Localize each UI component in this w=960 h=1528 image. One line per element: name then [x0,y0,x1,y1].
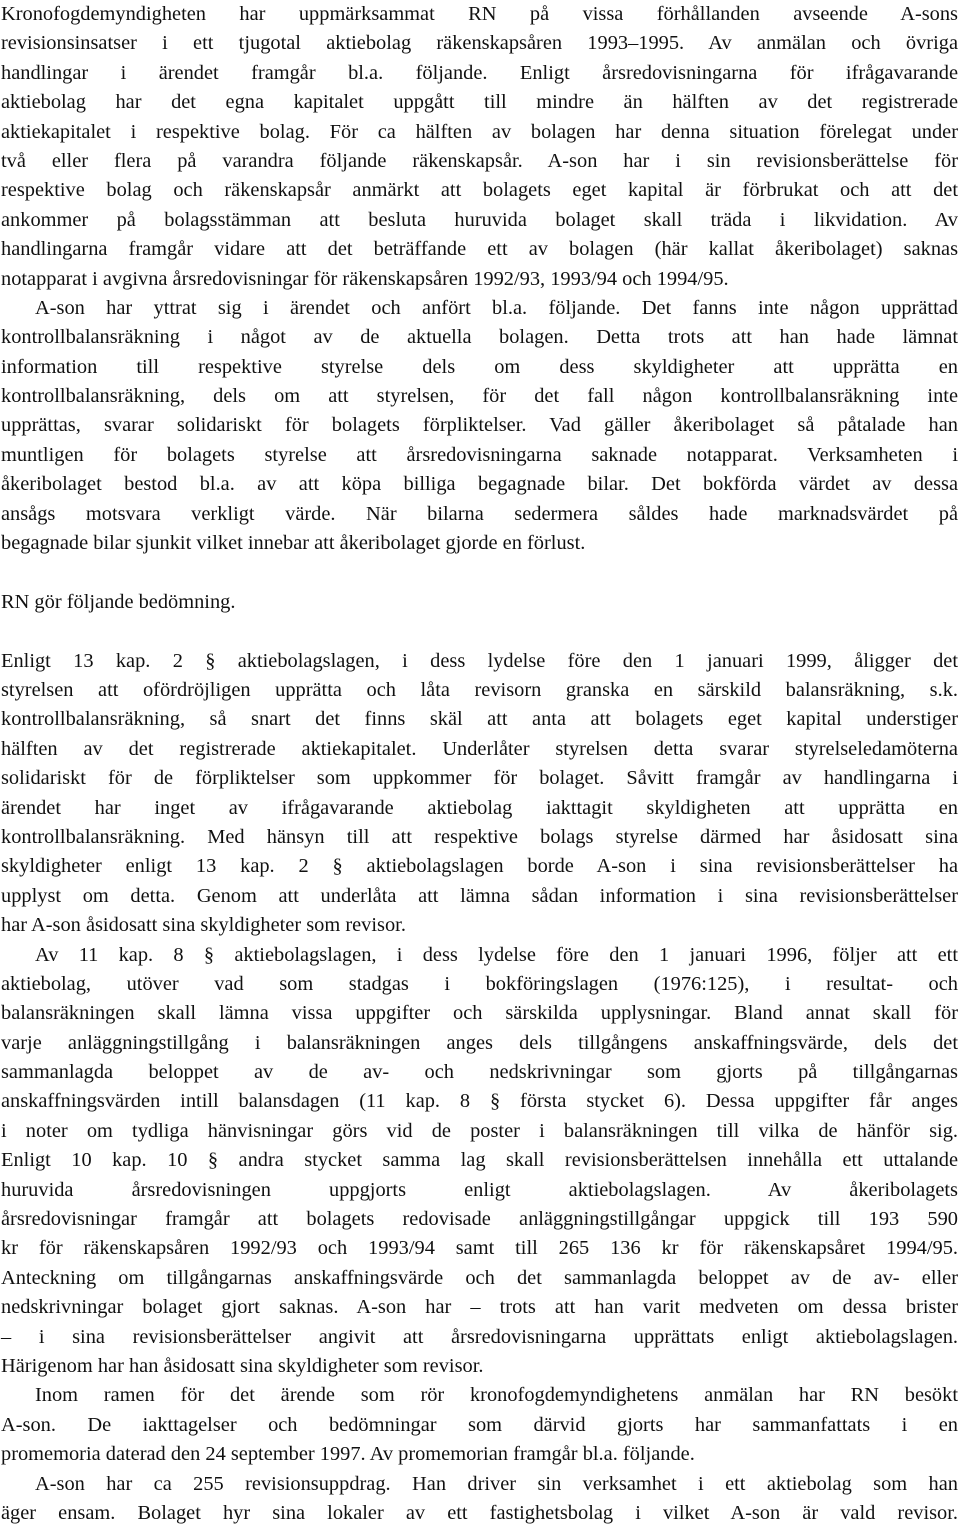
paragraph-gap [1,558,958,587]
text-line: har A-son åsidosatt sina skyldigheter som revisor. [1,914,406,937]
text-line: balansräkningen skall lämna vissa uppgifter och särskilda upplysningar. Bland annat skall för [1,1002,958,1025]
text-line: muntligen för bolagets styrelse att årsredovisningarna saknade notapparat. Verksamheten i [1,443,958,466]
text-line: upplyst om detta. Genom att underlåta att lämna sådan information i sina revisionsberättelser [1,884,958,907]
text-line: ansågs motsvara verkligt värde. När bilarna sedermera såldes hade marknadsvärdet på [1,502,958,525]
text-line: två eller flera på varandra följande räkenskapsår. A-son har i sin revisionsberättelse för [1,149,958,172]
text-line: äger ensam. Bolaget hyr sina lokaler av ett fastighetsbolag i vilket A-son är vald revisor. [1,1501,958,1524]
text-line: anskaffningsvärden intill balansdagen (11 kap. 8 § första stycket 6). Dessa uppgifter får anges [1,1090,958,1113]
paragraph-block-assessment [1,647,958,1528]
text-line: A-son har ca 255 revisionsuppdrag. Han driver sin verksamhet i ett aktiebolag som han [35,1472,958,1495]
paragraph-gap [1,617,958,646]
text-line: hälften av det registrerade aktiekapitalet. Underlåter styrelsen detta svarar styrelseledamöterna [1,737,958,760]
text-line: handlingarna framgår vidare att det beträffande ett av bolagen (här kallat åkeribolaget) saknas [1,238,958,261]
text-line: nedskrivningar bolaget gjort saknas. A-son har – trots att han varit medveten om dessa brister [1,1296,958,1319]
text-line: kontrollbalansräkning, dels om att styrelsen, för det fall någon kontrollbalansräkning inte [1,385,958,408]
text-line: A-son. De iakttagelser och bedömningar som därvid gjorts har sammanfattats i en [1,1413,958,1436]
text-line: aktiebolag har det egna kapitalet uppgått till mindre än hälften av det registrerade [1,91,958,114]
text-line: A-son har yttrat sig i ärendet och anfört bl.a. följande. Det fanns inte någon upprättad [35,296,958,319]
text-line: kontrollbalansräkning, så snart det finns skäl att anta att bolagets eget kapital understiger [1,708,958,731]
text-line: – i sina revisionsberättelser angivit att årsredovisningarna upprättats enligt aktiebolagslagen. [1,1325,958,1348]
text-line: Anteckning om tillgångarnas anskaffningsvärde och det sammanlagda beloppet av de av- eller [1,1266,958,1289]
text-line: styrelsen att ofördröjligen upprätta och låta revisorn granska en särskild balansräkning, s.k. [1,678,958,701]
text-line: aktiebolag, utöver vad som stadgas i bokföringslagen (1976:125), i resultat- och [1,972,958,995]
text-line: åkeribolaget bestod bl.a. av att köpa billiga begagnade bilar. Det bokförda värdet av dessa [1,473,958,496]
text-line: ankommer på bolagsstämman att besluta huruvida bolaget skall träda i likvidation. Av [1,208,958,231]
text-line: Härigenom har han åsidosatt sina skyldigheter som revisor. [1,1354,484,1377]
text-line: promemoria daterad den 24 september 1997. Av promemorian framgår bl.a. följande. [1,1443,695,1466]
text-line: ärendet har inget av ifrågavarande aktiebolag iakttagit skyldigheten att upprätta en [1,796,958,819]
text-line: sammanlagda beloppet av de av- och nedskrivningar som gjorts på tillgångarnas [1,1061,958,1084]
text-line: handlingar i ärendet framgår bl.a. följande. Enligt årsredovisningarna för ifrågavarande [1,61,958,84]
text-line: Inom ramen för det ärende som rör kronofogdemyndighetens anmälan har RN besökt [35,1384,958,1407]
text-line: upprättas, svarar solidariskt för bolagets förpliktelser. Vad gäller åkeribolaget så påtalade han [1,414,958,437]
text-line: Kronofogdemyndigheten har uppmärksammat RN på vissa förhållanden avseende A-sons [1,3,958,25]
text-line: kontrollbalansräkning i något av de aktuella bolagen. Detta trots att han hade lämnat [1,326,958,349]
paragraph-block-intro [1,0,958,558]
heading-block-assessment [1,588,958,617]
text-line: Enligt 10 kap. 10 § andra stycket samma lag skall revisionsberättelsen innehålla ett uttalande [1,1149,958,1172]
text-line: begagnade bilar sjunkit vilket innebar att åkeribolaget gjorde en förlust. [1,532,586,555]
text-line: i noter om tydliga hänvisningar görs vid de poster i balansräkningen till vilka de hänför sig. [1,1119,958,1142]
text-line: aktiekapitalet i respektive bolag. För ca hälften av bolagen har denna situation förelegat under [1,120,958,143]
text-line: Enligt 13 kap. 2 § aktiebolagslagen, i dess lydelse före den 1 januari 1999, åligger det [1,649,958,672]
text-line: notapparat i avgivna årsredovisningar för räkenskapsåren 1992/93, 1993/94 och 1994/95. [1,267,729,290]
text-line: årsredovisningar framgår att bolagets redovisade anläggningstillgångar uppgick till 193 590 [1,1208,958,1231]
text-line: skyldigheter enligt 13 kap. 2 § aktiebolagslagen borde A-son i sina revisionsberättelser ha [1,855,958,878]
text-line: respektive bolag och räkenskapsår anmärkt att bolagets eget kapital är förbrukat och att det [1,179,958,202]
section-heading: RN gör följande bedömning. [1,590,236,613]
text-line: kr för räkenskapsåren 1992/93 och 1993/94 samt till 265 136 kr för räkenskapsåret 1994/95. [1,1237,958,1260]
text-line: huruvida årsredovisningen uppgjorts enligt aktiebolagslagen. Av åkeribolagets [1,1178,958,1201]
text-line: information till respektive styrelse dels om dess skyldigheter att upprätta en [1,355,958,378]
text-line: kontrollbalansräkning. Med hänsyn till att respektive bolags styrelse därmed har åsidosatt sina [1,825,958,848]
text-line: Av 11 kap. 8 § aktiebolagslagen, i dess lydelse före den 1 januari 1996, följer att ett [35,943,958,966]
text-line: varje anläggningstillgång i balansräkningen anges dels tillgångens anskaffningsvärde, dels det [1,1031,958,1054]
text-line: revisionsinsatser i ett tjugotal aktiebolag räkenskapsåren 1993–1995. Av anmälan och övriga [1,32,958,55]
text-line: solidariskt för de förpliktelser som uppkommer för bolaget. Såvitt framgår av handlingarna i [1,767,958,790]
